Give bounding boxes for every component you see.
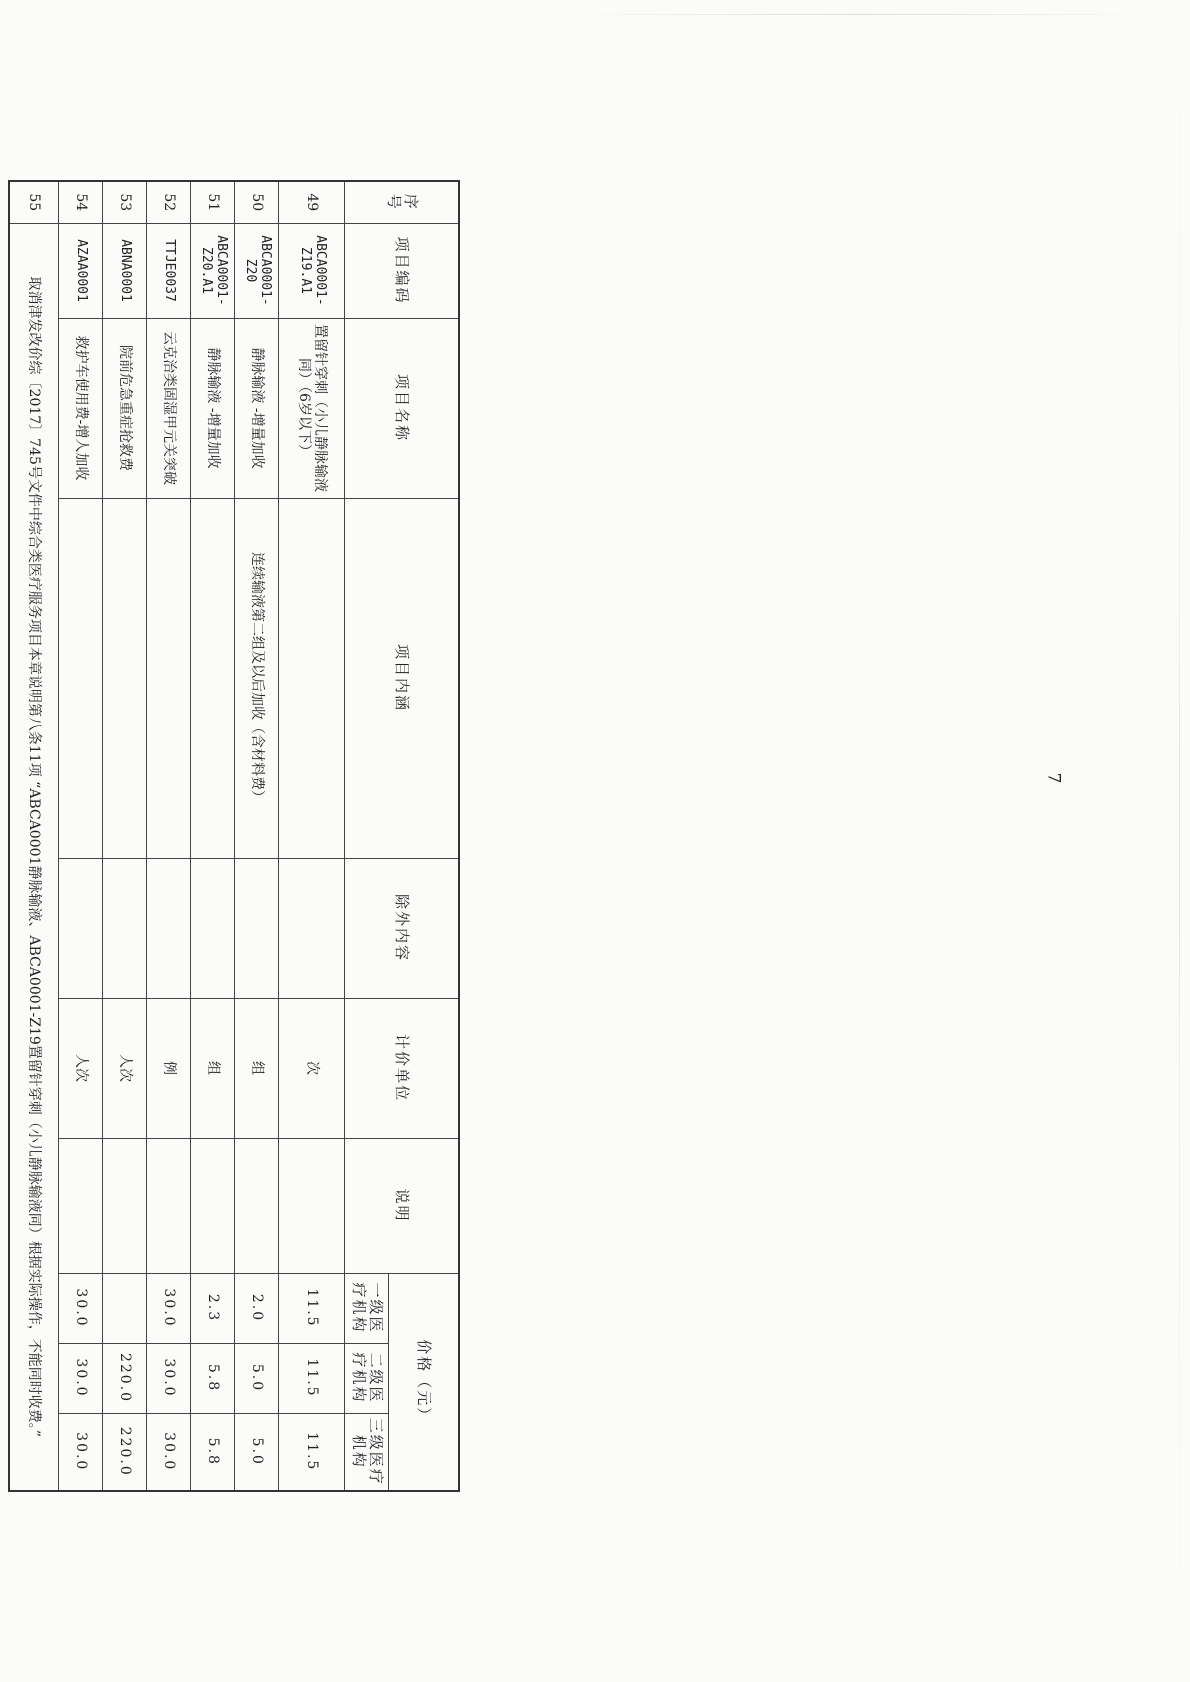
note-seq: 55: [9, 181, 59, 223]
scan-artifact-edge: [1179, 0, 1180, 1682]
row-name: 静脉输液 -增量加收: [191, 318, 235, 498]
row-code: ABCA0001-Z20: [235, 223, 279, 318]
row-seq: 52: [147, 181, 191, 223]
header-unit: 计价单位: [345, 998, 459, 1138]
row-seq: 53: [103, 181, 147, 223]
header-seq: 序号: [345, 181, 459, 223]
row-name: 云克治类固湿甲元关突破: [147, 318, 191, 498]
row-name: 静脉输液 -增量加收: [235, 318, 279, 498]
row-exclusion: [103, 858, 147, 998]
table-row: [59, 181, 103, 1491]
row-exclusion: [235, 858, 279, 998]
row-price-level2: 30.0: [147, 1343, 191, 1413]
scan-artifact-line: [560, 14, 1160, 15]
header-level1: 一级医疗机构: [345, 1273, 389, 1343]
row-seq: 50: [235, 181, 279, 223]
row-remark: [235, 1138, 279, 1273]
header-code: 项目编码: [345, 223, 459, 318]
row-unit: 组: [235, 998, 279, 1138]
row-content: [147, 498, 191, 858]
table-row: [279, 181, 345, 1491]
row-remark: [147, 1138, 191, 1273]
row-price-level1: 2.3: [191, 1273, 235, 1343]
row-remark: [191, 1138, 235, 1273]
row-remark: [279, 1138, 345, 1273]
row-seq: 49: [279, 181, 345, 223]
row-unit: 次: [279, 998, 345, 1138]
row-remark: [103, 1138, 147, 1273]
row-code: TTJE0037: [147, 223, 191, 318]
row-price-level3: 5.8: [191, 1413, 235, 1491]
row-code: ABCA0001-Z19.A1: [279, 223, 345, 318]
row-content: [279, 498, 345, 858]
row-price-level2: 5.8: [191, 1343, 235, 1413]
row-code: AZAA0001: [59, 223, 103, 318]
row-price-level3: 30.0: [147, 1413, 191, 1491]
row-price-level1: 30.0: [147, 1273, 191, 1343]
row-price-level2: 220.0: [103, 1343, 147, 1413]
row-price-level3: 30.0: [59, 1413, 103, 1491]
row-content: [191, 498, 235, 858]
rotated-page-content: [26, 180, 460, 1490]
row-content: 连续输液第二组及以后加收（含材料费）: [235, 498, 279, 858]
row-price-level1: [103, 1273, 147, 1343]
row-price-level2: 11.5: [279, 1343, 345, 1413]
page-number: 7: [1043, 772, 1064, 784]
header-content: 项目内涵: [345, 498, 459, 858]
row-seq: 54: [59, 181, 103, 223]
row-exclusion: [147, 858, 191, 998]
row-exclusion: [59, 858, 103, 998]
row-price-level1: 30.0: [59, 1273, 103, 1343]
row-code: ABNA0001: [103, 223, 147, 318]
header-name: 项目名称: [345, 318, 459, 498]
row-unit: 人次: [59, 998, 103, 1138]
row-name: 救护车使用费-增人加收: [59, 318, 103, 498]
note-text: 取消津发改价综〔2017〕745号文件中综合类医疗服务项目本章说明第八条11项 “ABCA0001静脉输液、ABCA0001-Z19置留针穿刺（小儿静脉输液同）根据实际操作，不能同时收费。”: [9, 223, 59, 1491]
row-exclusion: [191, 858, 235, 998]
table-row: [147, 181, 191, 1491]
header-exclusion: 除外内容: [345, 858, 459, 998]
header-price: 价格（元）: [389, 1273, 459, 1491]
table-row: [235, 181, 279, 1491]
note-row: [9, 181, 59, 1491]
row-price-level1: 11.5: [279, 1273, 345, 1343]
row-price-level3: 5.0: [235, 1413, 279, 1491]
fee-table: [8, 180, 460, 1492]
row-content: [103, 498, 147, 858]
row-price-level3: 220.0: [103, 1413, 147, 1491]
row-price-level3: 11.5: [279, 1413, 345, 1491]
row-price-level2: 5.0: [235, 1343, 279, 1413]
row-price-level2: 30.0: [59, 1343, 103, 1413]
row-content: [59, 498, 103, 858]
row-code: ABCA0001-Z20.A1: [191, 223, 235, 318]
header-remark: 说明: [345, 1138, 459, 1273]
row-seq: 51: [191, 181, 235, 223]
row-price-level1: 2.0: [235, 1273, 279, 1343]
header-level2: 二级医疗机构: [345, 1343, 389, 1413]
row-unit: 人次: [103, 998, 147, 1138]
table-row: [191, 181, 235, 1491]
table-row: [103, 181, 147, 1491]
row-unit: 例: [147, 998, 191, 1138]
row-remark: [59, 1138, 103, 1273]
row-exclusion: [279, 858, 345, 998]
row-name: 置留针穿刺（小儿静脉输液同）（6岁以下）: [279, 318, 345, 498]
header-level3: 三级医疗机构: [345, 1413, 389, 1491]
row-name: 院前危急重症抢救费: [103, 318, 147, 498]
row-unit: 组: [191, 998, 235, 1138]
